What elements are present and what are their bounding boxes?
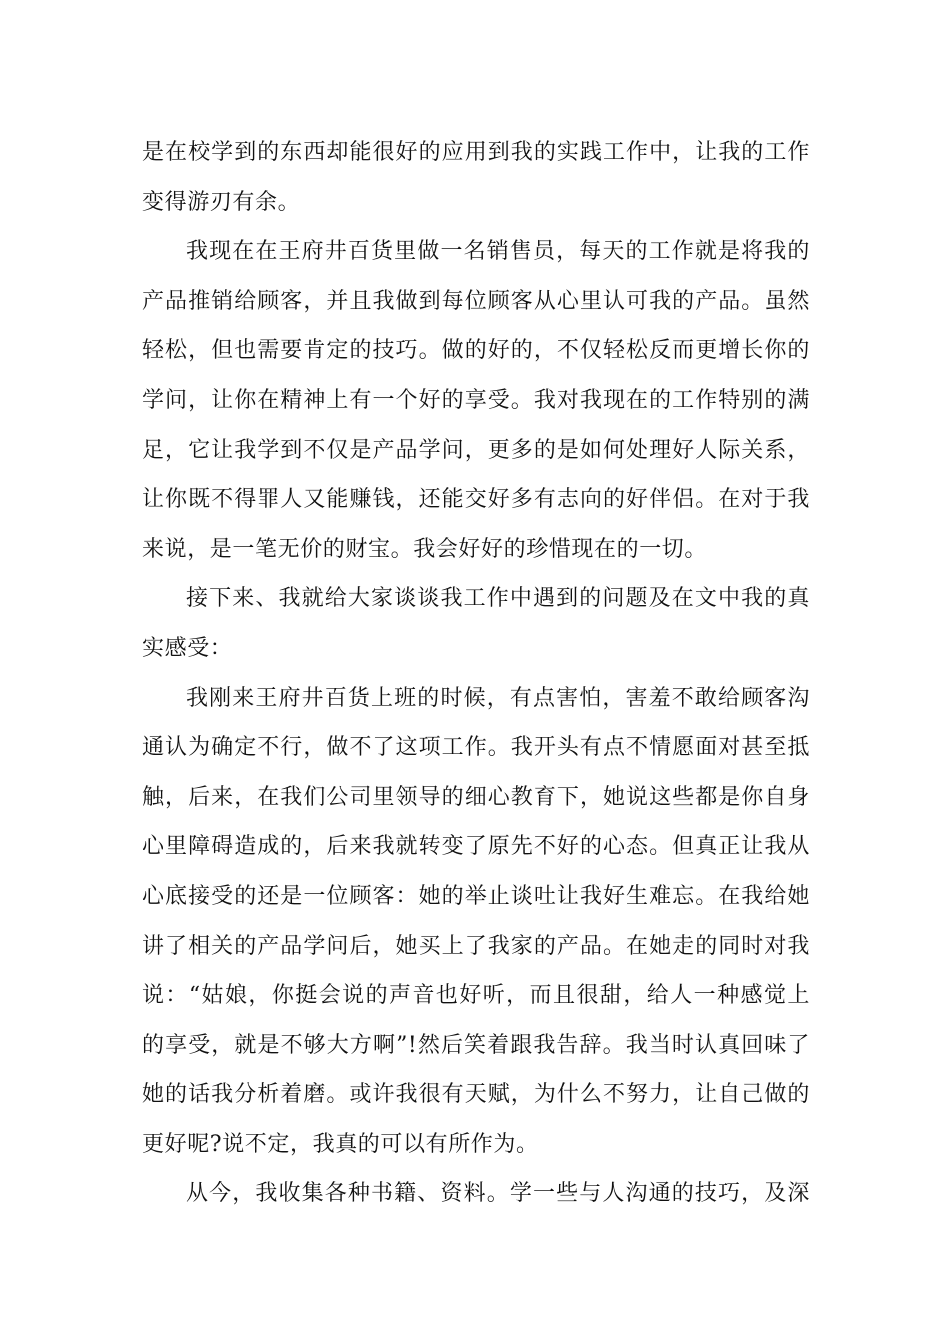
text-line: 变得游刃有余。 <box>142 189 301 215</box>
text-line: 她的话我分析着磨。或许我很有天赋，为什么不努力，让自己做的 <box>142 1082 810 1108</box>
text-line: 让你既不得罪人又能赚钱，还能交好多有志向的好伴侣。在对于我 <box>142 487 810 513</box>
text-line: 足，它让我学到不仅是产品学问，更多的是如何处理好人际关系， <box>142 437 810 463</box>
text-line: 轻松，但也需要肯定的技巧。做的好的，不仅轻松反而更增长你的 <box>142 338 810 364</box>
text-line: 实感受： <box>142 635 233 661</box>
text-line: 心底接受的还是一位顾客：她的举止谈吐让我好生难忘。在我给她 <box>142 883 810 909</box>
text-line: 通认为确定不行，做不了这项工作。我开头有点不情愿面对甚至抵 <box>142 735 810 761</box>
body-text <box>142 128 810 1219</box>
text-line: 讲了相关的产品学问后，她买上了我家的产品。在她走的同时对我 <box>142 933 810 959</box>
text-line: 更好呢?说不定，我真的可以有所作为。 <box>142 1131 539 1157</box>
text-line: 接下来、我就给大家谈谈我工作中遇到的问题及在文中我的真 <box>186 586 810 612</box>
text-line: 心里障碍造成的，后来我就转变了原先不好的心态。但真正让我从 <box>142 834 810 860</box>
text-line: 学问，让你在精神上有一个好的享受。我对我现在的工作特别的满 <box>142 387 810 413</box>
text-line: 来说，是一笔无价的财宝。我会好好的珍惜现在的一切。 <box>142 536 708 562</box>
text-line: 产品推销给顾客，并且我做到每位顾客从心里认可我的产品。虽然 <box>142 288 810 314</box>
text-line: 我现在在王府井百货里做一名销售员，每天的工作就是将我的 <box>186 239 810 265</box>
text-line: 的享受，就是不够大方啊”!然后笑着跟我告辞。我当时认真回味了 <box>142 1032 810 1058</box>
text-line: 是在校学到的东西却能很好的应用到我的实践工作中，让我的工作 <box>142 140 810 165</box>
text-line: 说：“姑娘，你挺会说的声音也好听，而且很甜，给人一种感觉上 <box>142 983 810 1009</box>
text-line: 触，后来，在我们公司里领导的细心教育下，她说这些都是你自身 <box>142 784 810 810</box>
text-line: 从今，我收集各种书籍、资料。学一些与人沟通的技巧，及深 <box>186 1181 810 1207</box>
text-line: 我刚来王府井百货上班的时候，有点害怕，害羞不敢给顾客沟 <box>186 685 810 711</box>
